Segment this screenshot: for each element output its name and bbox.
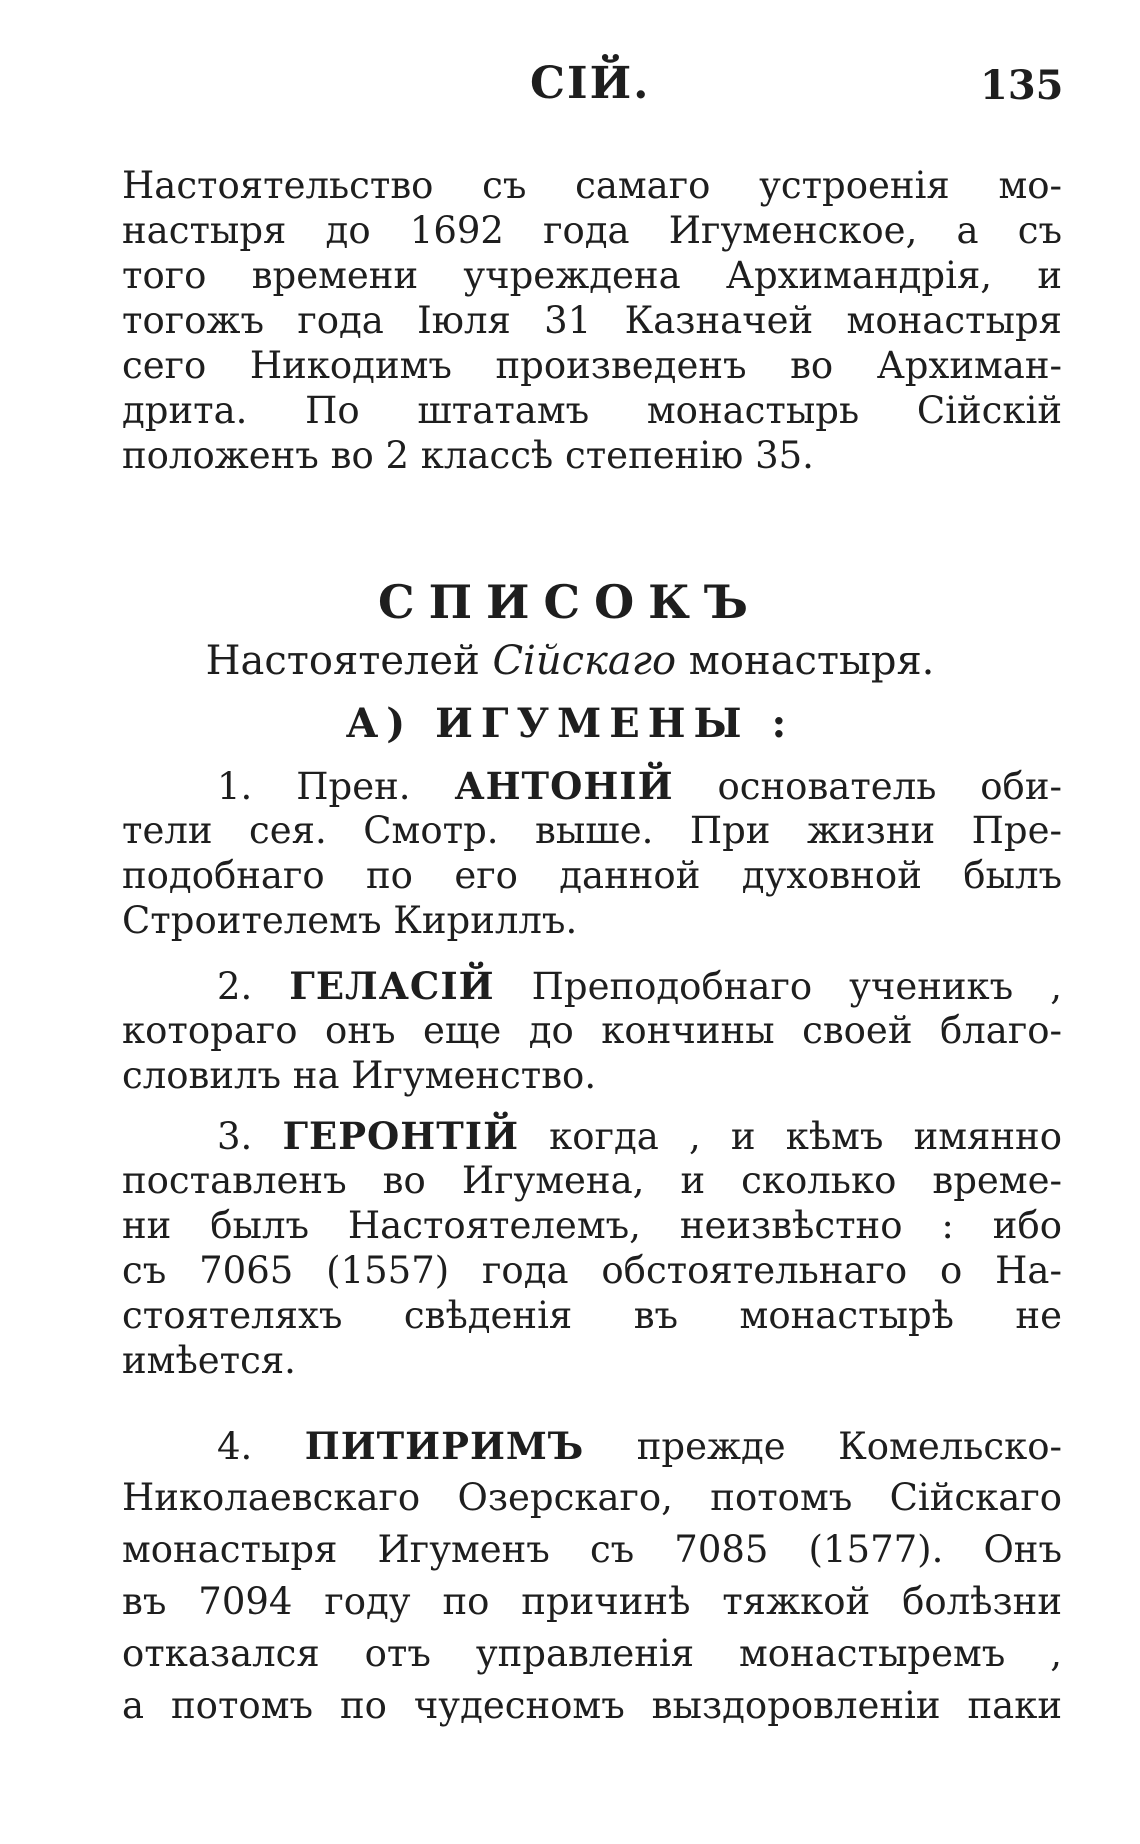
text-line: Настоятельство съ самаго устроенія мо- xyxy=(122,164,1062,207)
entry-number: 2. xyxy=(217,965,290,1008)
list-subtitle xyxy=(0,638,1140,684)
entry-name: ПИТИРИМЪ xyxy=(304,1424,585,1468)
page-number: 135 xyxy=(980,62,1064,109)
text-line: поставленъ во Игумена, и сколько време- xyxy=(122,1159,1062,1202)
text-line: Строителемъ Кириллъ. xyxy=(122,899,578,942)
text-line: Николаевскаго Озерскаго, потомъ Сійскаго xyxy=(122,1476,1062,1519)
entry-text: когда , и кѣмъ имянно xyxy=(519,1115,1062,1158)
text-line: сего Никодимъ произведенъ во Архиман- xyxy=(122,344,1062,387)
entry-name: ГЕЛАСІЙ xyxy=(289,964,495,1008)
entry-text: Преподобнаго ученикъ , xyxy=(494,965,1062,1008)
text-line: стоятеляхъ свѣденія въ монастырѣ не xyxy=(122,1294,1062,1337)
entry-number: 1. Прен. xyxy=(217,765,455,808)
subtitle-monastery: Сійскаго xyxy=(492,638,677,684)
entry-name: ГЕРОНТІЙ xyxy=(282,1114,520,1158)
text-line: а потомъ по чудесномъ выздоровленіи паки xyxy=(122,1684,1062,1727)
list-title: СПИСОКЪ xyxy=(377,575,763,629)
entry-first-line xyxy=(122,1420,1062,1472)
section-heading: А) ИГУМЕНЫ : xyxy=(345,700,795,747)
text-line: того времени учреждена Архимандрія, и xyxy=(122,254,1062,297)
text-line: имѣется. xyxy=(122,1339,296,1382)
entry-number: 3. xyxy=(217,1115,283,1158)
text-line: съ 7065 (1557) года обстоятельнаго о На- xyxy=(122,1249,1062,1292)
entry-number: 4. xyxy=(217,1425,305,1468)
subtitle-text: Настоятелей xyxy=(205,638,493,684)
text-line: тогожъ года Іюля 31 Казначей монастыря xyxy=(122,299,1062,342)
text-line: тели сея. Смотр. выше. При жизни Пре- xyxy=(122,809,1062,852)
entry-text: прежде Комельско- xyxy=(584,1425,1062,1468)
entry-name: АНТОНІЙ xyxy=(454,764,674,808)
text-line: въ 7094 году по причинѣ тяжкой болѣзни xyxy=(122,1580,1062,1623)
text-line: подобнаго по его данной духовной былъ xyxy=(122,854,1062,897)
text-line: котораго онъ еще до кончины своей благо- xyxy=(122,1009,1062,1052)
text-line: отказался отъ управленія монастыремъ , xyxy=(122,1632,1062,1675)
text-line: положенъ во 2 классѣ степенію 35. xyxy=(122,434,814,477)
page-header xyxy=(0,58,1140,118)
running-head: СІЙ. xyxy=(530,58,651,109)
subtitle-text-end: монастыря. xyxy=(676,638,935,684)
text-line: ни былъ Настоятелемъ, неизвѣстно : ибо xyxy=(122,1204,1062,1247)
text-line: настыря до 1692 года Игуменское, а съ xyxy=(122,209,1062,252)
text-line: монастыря Игуменъ съ 7085 (1577). Онъ xyxy=(122,1528,1062,1571)
text-line: словилъ на Игуменство. xyxy=(122,1054,597,1097)
entry-text: основатель оби- xyxy=(673,765,1062,808)
text-line: дрита. По штатамъ монастырь Сійскій xyxy=(122,389,1062,432)
